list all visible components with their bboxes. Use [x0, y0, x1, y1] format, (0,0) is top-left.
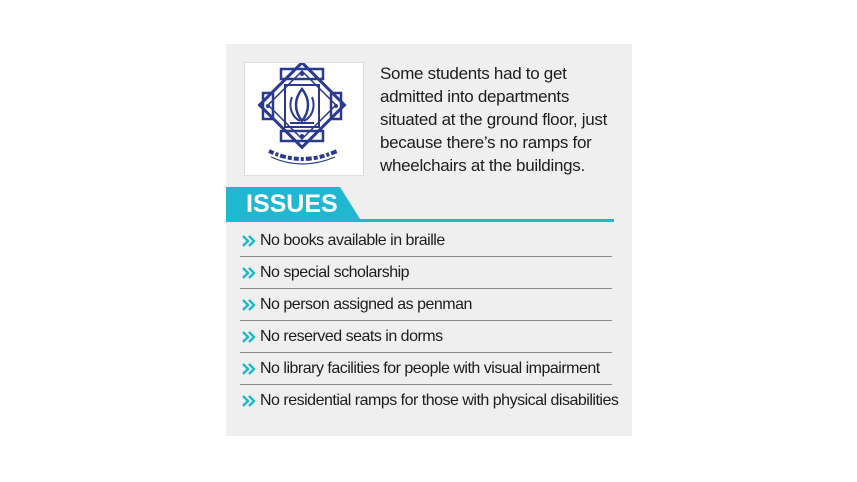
issue-text: No person assigned as penman: [260, 296, 472, 313]
double-chevron-right-icon: [242, 267, 256, 279]
issue-text: No library facilities for people with visual impairment: [260, 360, 600, 377]
list-item: [240, 385, 619, 417]
double-chevron-right-icon: [242, 235, 256, 247]
list-item: [240, 289, 612, 321]
issue-text: No special scholarship: [260, 264, 410, 281]
double-chevron-right-icon: [242, 299, 256, 311]
section-rule: [226, 219, 614, 222]
university-logo: [244, 62, 364, 176]
section-title: ISSUES: [246, 190, 338, 218]
issue-text: No residential ramps for those with physical disabilities: [260, 392, 619, 409]
list-item: [240, 321, 612, 353]
double-chevron-right-icon: [242, 363, 256, 375]
list-item: [240, 225, 612, 257]
double-chevron-right-icon: [242, 395, 256, 407]
issue-text: No books available in braille: [260, 232, 445, 249]
list-item: [240, 353, 612, 385]
university-seal-icon: [245, 63, 363, 175]
double-chevron-right-icon: [242, 331, 256, 343]
infobox-card: [226, 44, 632, 436]
list-item: [240, 257, 612, 289]
issue-text: No reserved seats in dorms: [260, 328, 443, 345]
intro-paragraph: Some students had to get admitted into departments situated at the ground floor, just because there’s no ramps for wheelchairs at the buildings.: [380, 64, 608, 175]
issues-list: [240, 225, 619, 417]
